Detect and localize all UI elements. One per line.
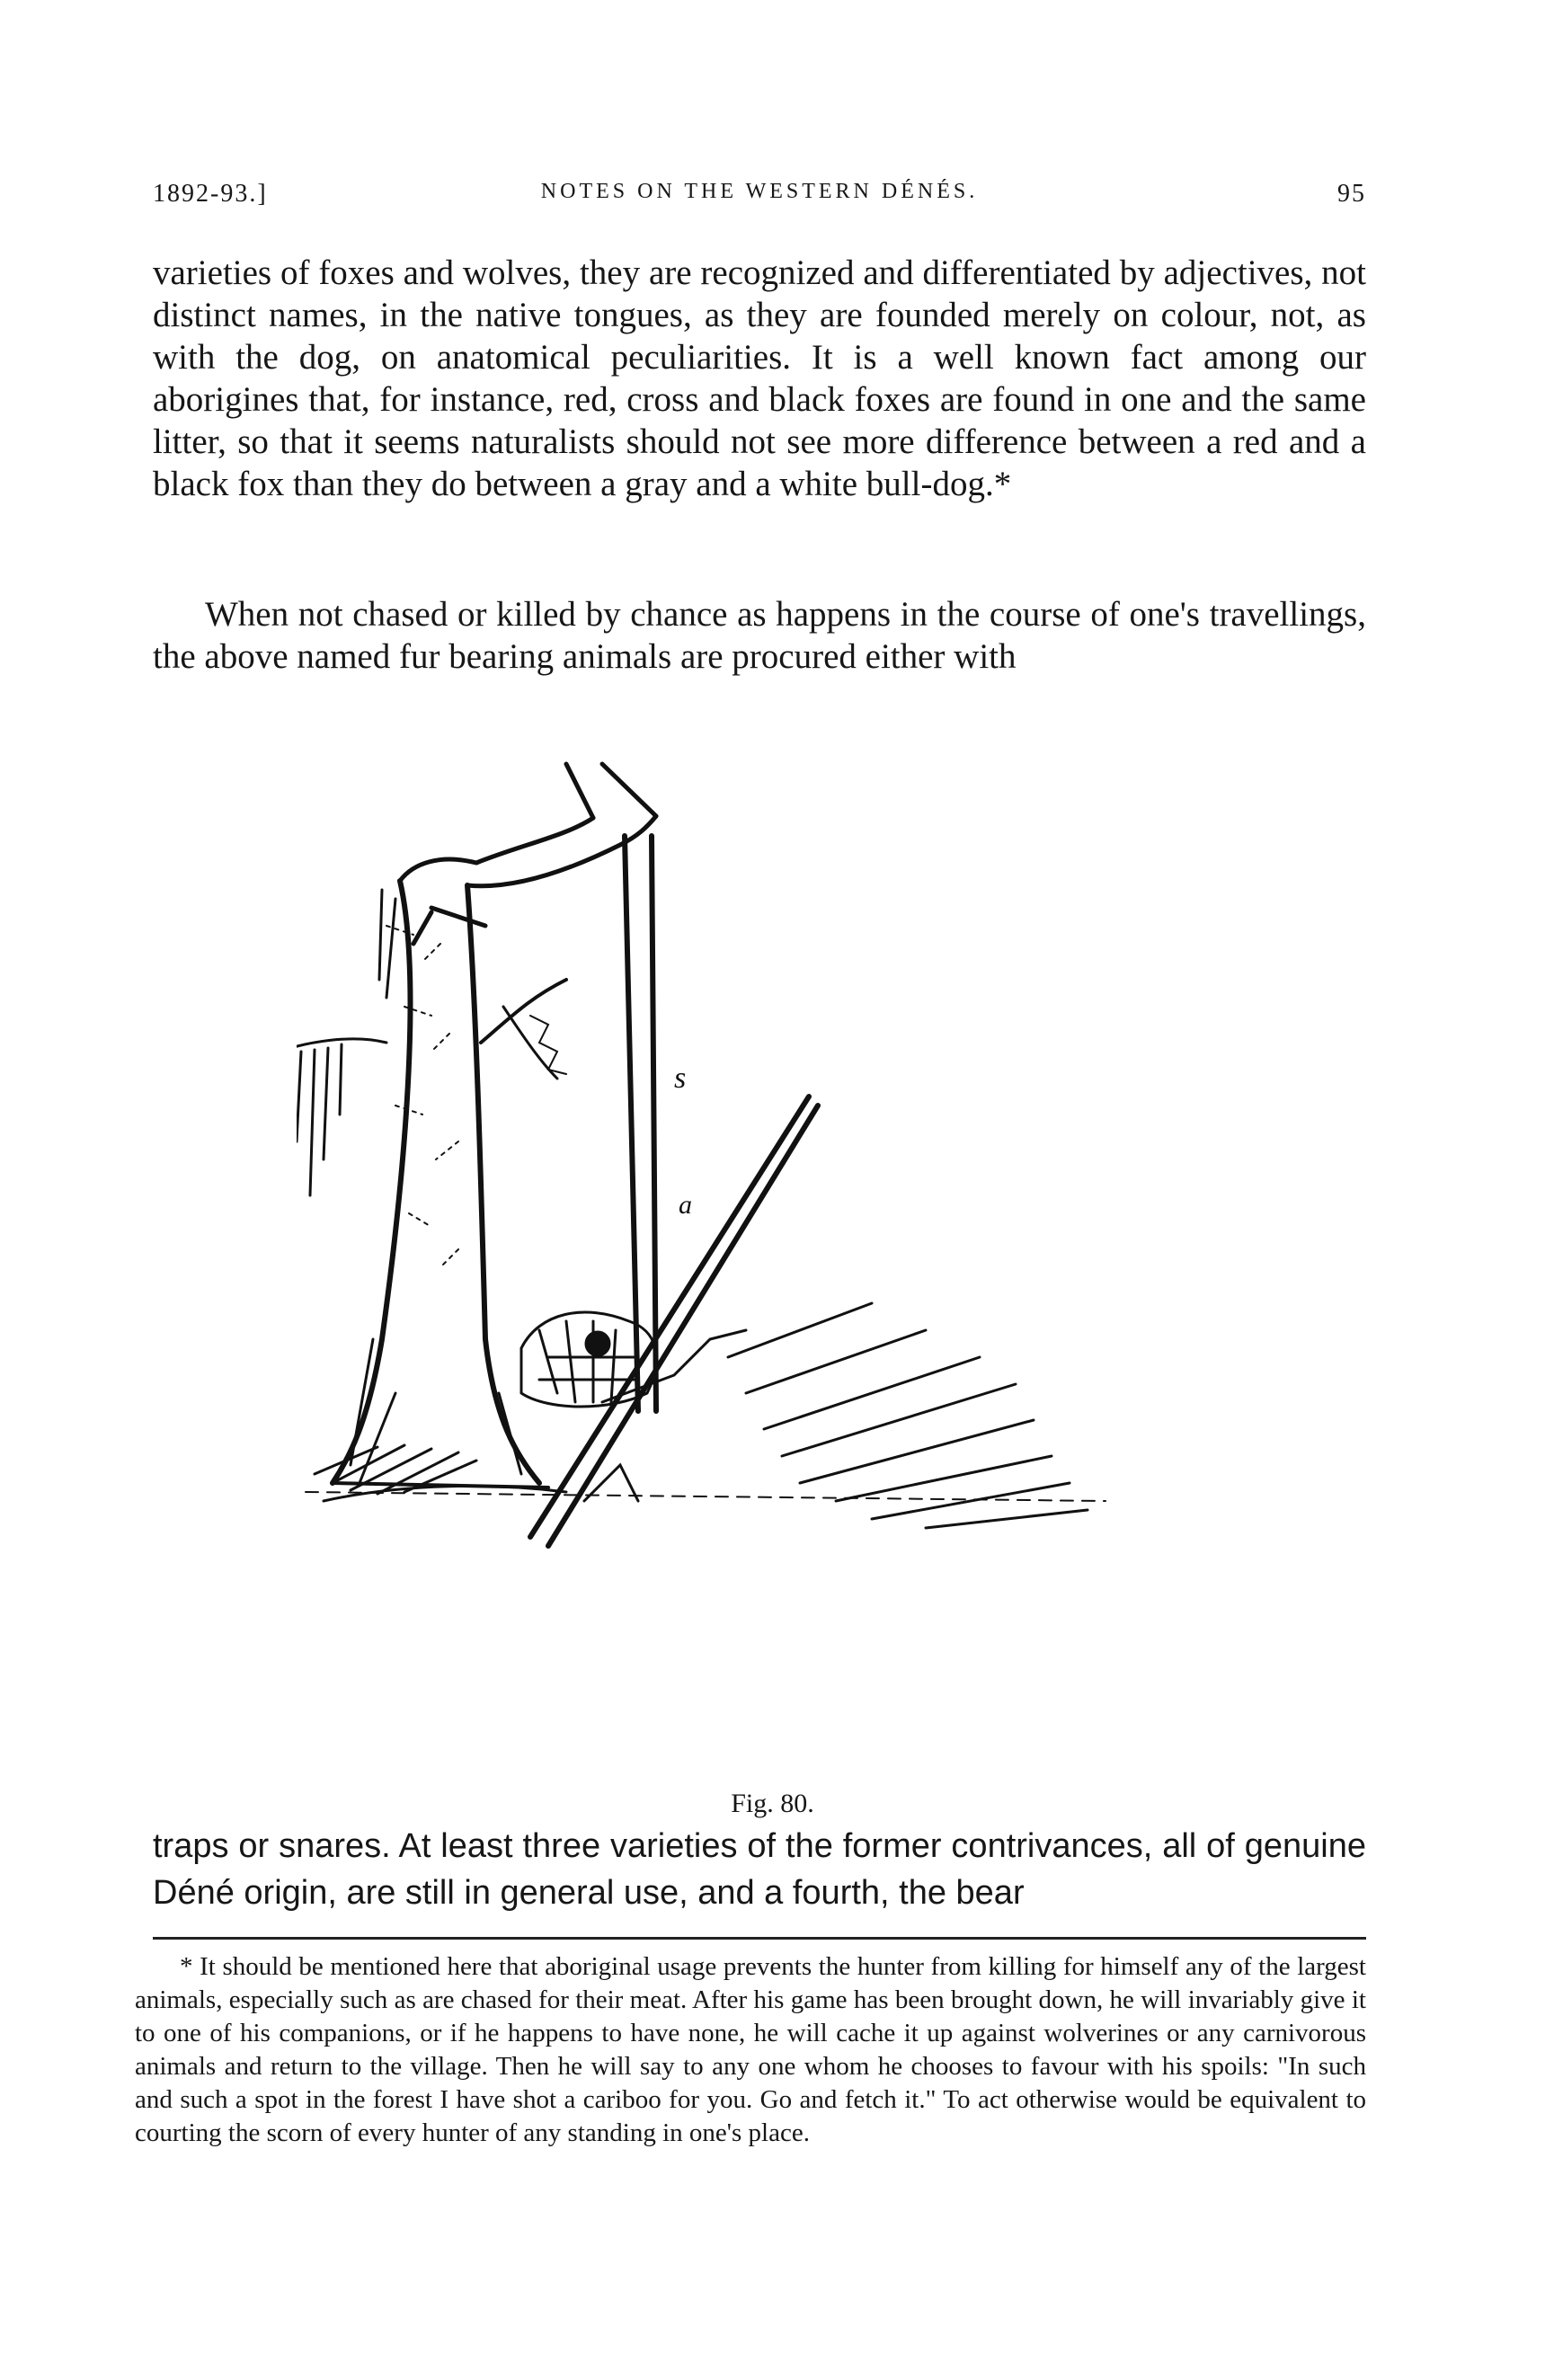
tree-trunk [333,881,548,1488]
running-header [153,180,1366,216]
footnote-rule [153,1937,1366,1940]
ground-hatching [306,1303,1105,1528]
trap-pole [625,836,656,1411]
side-branch [481,980,566,1079]
paragraph-1-text: varieties of foxes and wolves, they are recognized and differentiated by adjectives, not distinct names, in the native tongues, as they are founded merely on colour, not, as with the dog, on anatomical peculiarities. It is a well known fact among our aborigines that, for instance, red, cross and black foxes are found in one and the same litter, so that it seems naturalists should not see more difference between a red and a black fox than they do between a gray and a white bull-dog.* [153,253,1366,503]
header-year: 1892-93.] [153,180,268,208]
paragraph-2 [153,593,1366,678]
hanging-moss-left [297,890,395,1195]
footnote [135,1950,1366,2150]
header-title: NOTES ON THE WESTERN DÉNÉS. [540,180,979,203]
paragraph-3 [153,1823,1366,1916]
page-number: 95 [1337,180,1366,208]
trap-drawing [297,710,1204,1780]
bait [585,1331,610,1356]
figure-label-s: s [674,1061,687,1095]
footnote-text: * It should be mentioned here that aboriginal usage prevents the hunter from killing for himself any of the largest animals, especially such as are chased for their meat. After his game has been brought down, he will invariably give it to one of his companions, or if he happens to have none, he will cache it up against wolverines or any carnivorous animals and return to the village. Then he will say to any one whom he chooses to favour with his spoils: "In such and such a spot in the forest I have shot a cariboo for you. Go and fetch it." To act otherwise would be equivalent to courting the scorn of every hunter of any standing in one's place. [135,1952,1366,2147]
figure-caption: Fig. 80. [731,1789,814,1818]
trap-log [530,1097,818,1546]
tree-branch [400,764,656,944]
paragraph-3-text: traps or snares. At least three varieties of the former contrivances, all of genuine Déné origin, are still in general use, and a fourth, the bear [153,1827,1366,1912]
paragraph-1 [153,252,1366,505]
paragraph-2-text: When not chased or killed by chance as happens in the course of one's travellings, the above named fur bearing animals are procured either with [153,595,1366,676]
trap-illustration [297,710,1204,1780]
figure-label-a: a [679,1190,692,1220]
